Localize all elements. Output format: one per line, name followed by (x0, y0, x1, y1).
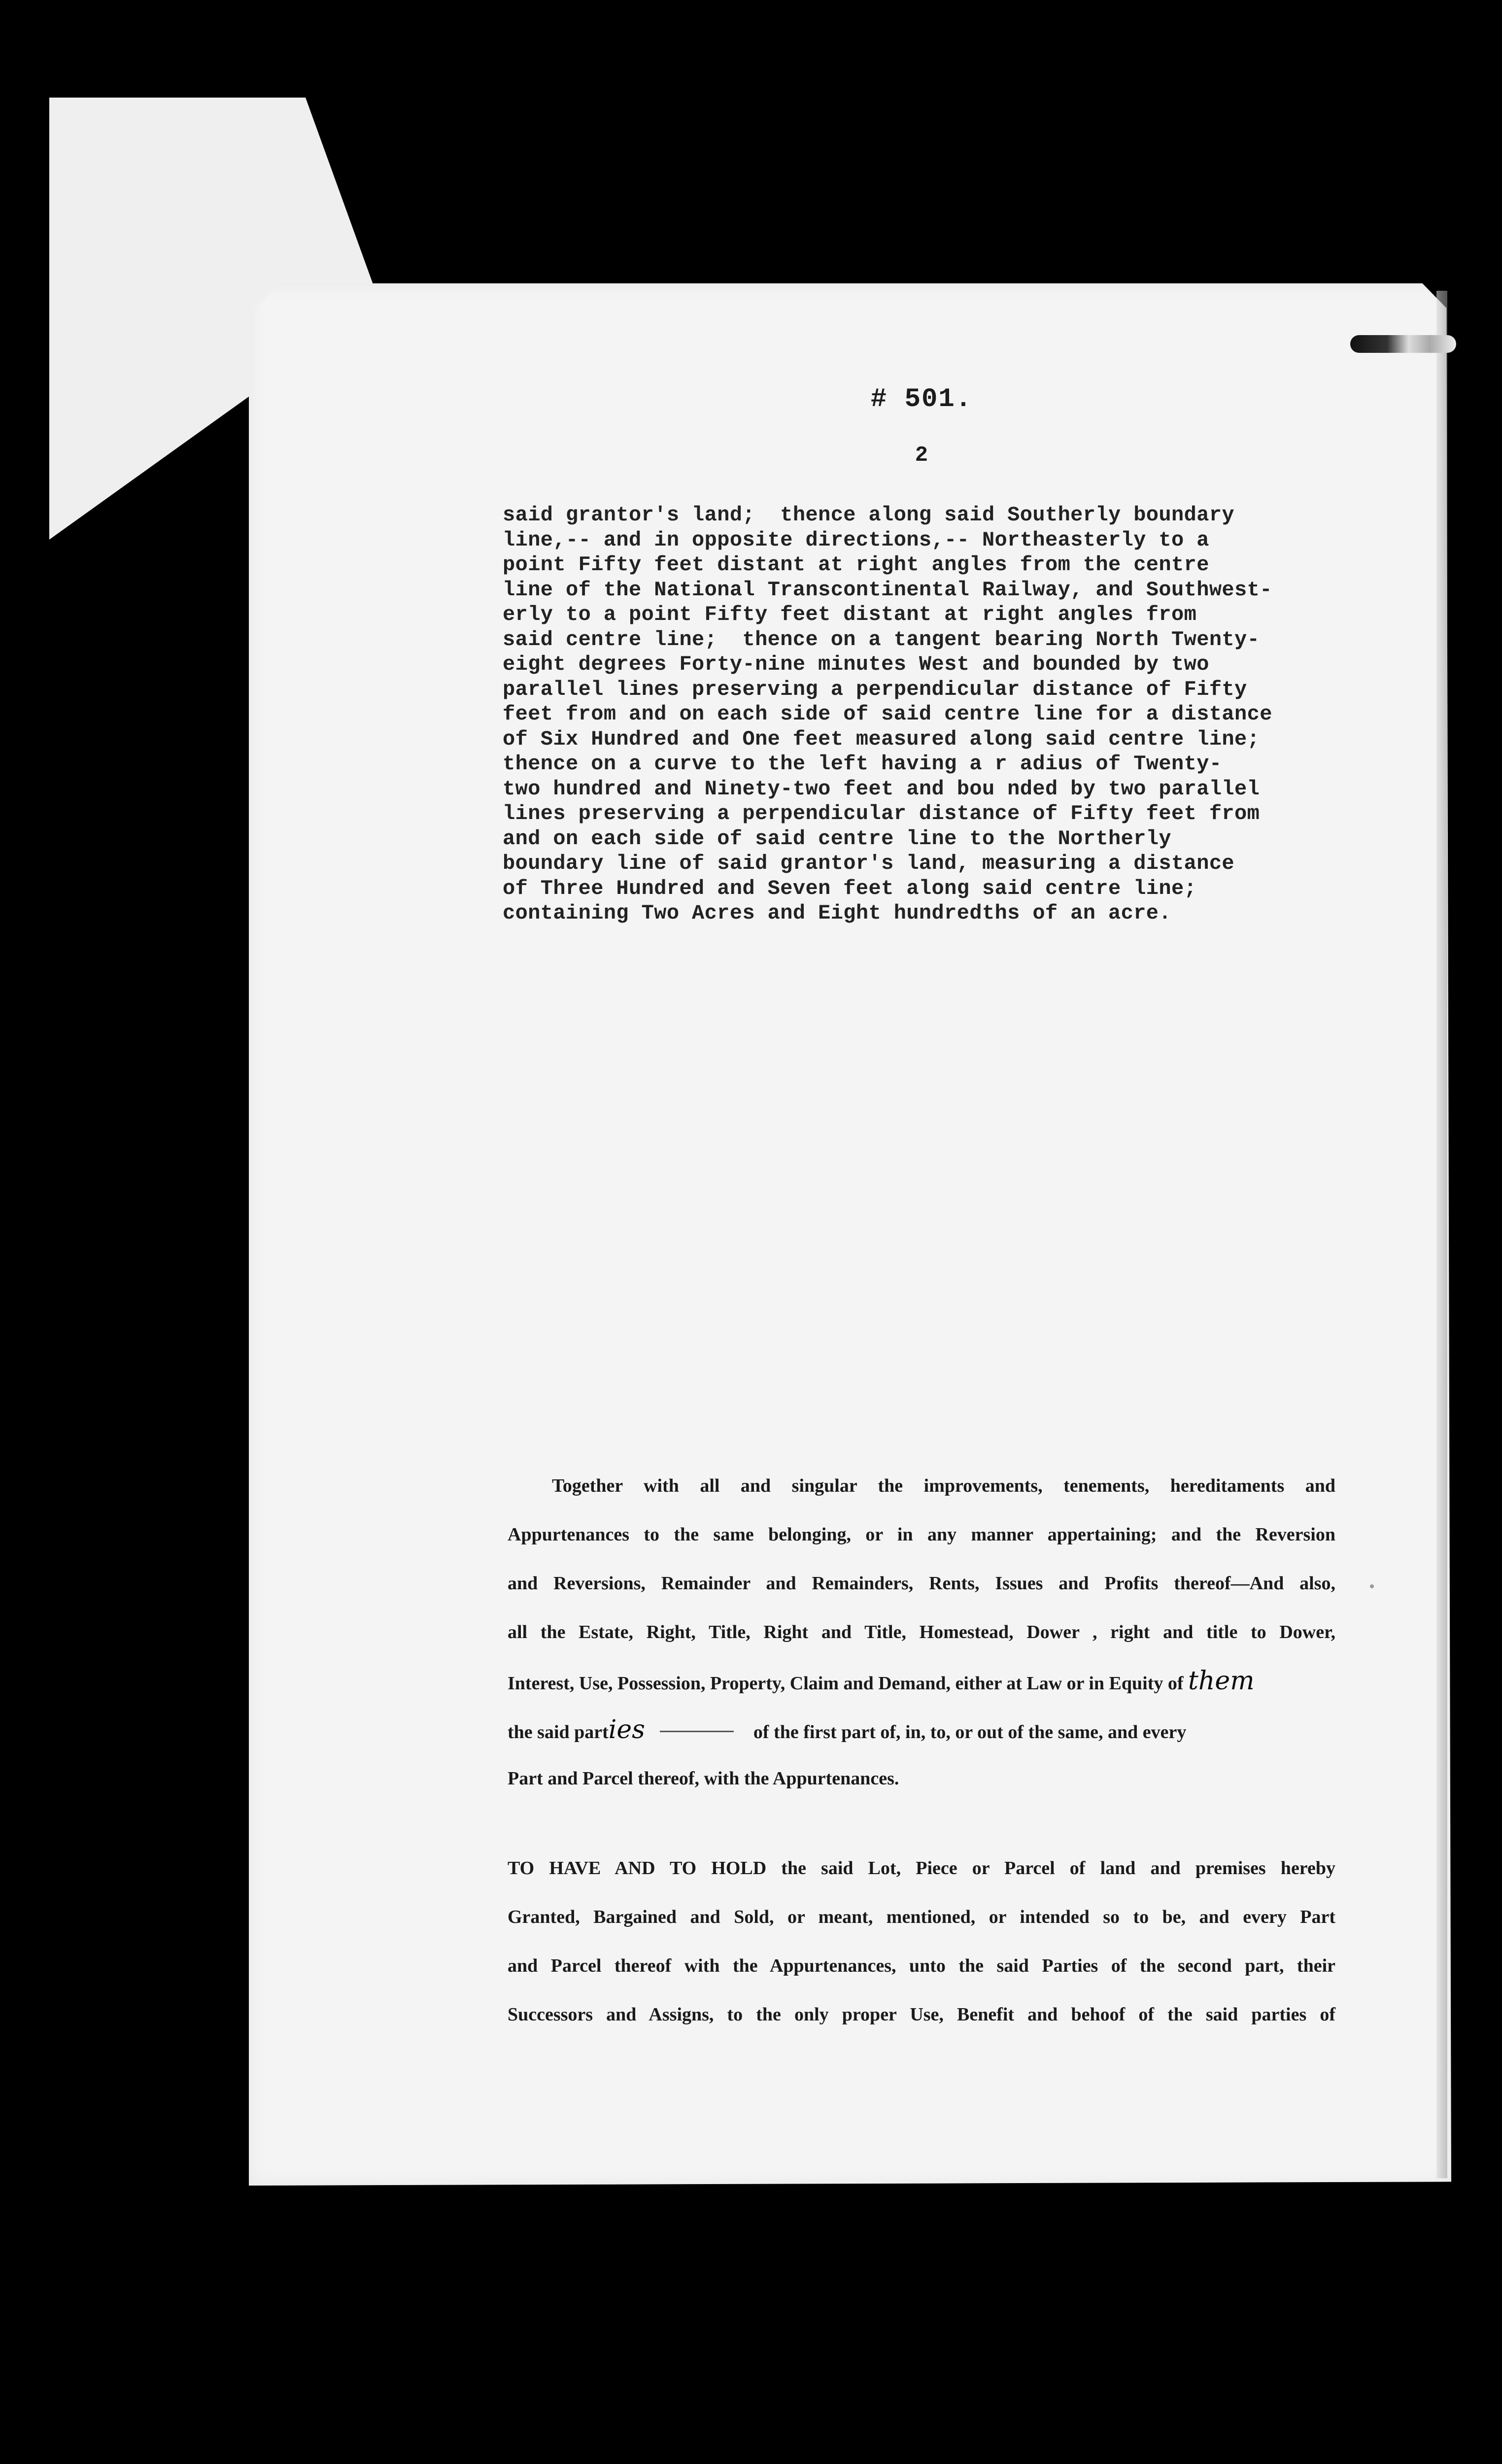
page-number: 2 (915, 443, 928, 468)
typewritten-description (503, 503, 1380, 926)
typed-line: of Six Hundred and One feet measured along said centre line; (503, 727, 1260, 751)
typed-line: and on each side of said centre line to the Northerly (503, 826, 1172, 851)
typed-line: line,-- and in opposite directions,-- Northeasterly to a (503, 528, 1209, 552)
together-clause-text: of the first part of, in, to, or out of the same, and every (753, 1722, 1187, 1743)
handwritten-them: them (1188, 1666, 1255, 1696)
together-clause-line: Part and Parcel thereof, with the Appurtenances. (508, 1768, 899, 1789)
paper-speck (1370, 1584, 1374, 1588)
habendum-clause-line: Successors and Assigns, to the only proper Use, Benefit and behoof of the said parties of (508, 2004, 1335, 2025)
typed-line: boundary line of said grantor's land, measuring a distance (503, 852, 1235, 875)
habendum-clause-line: TO HAVE AND TO HOLD the said Lot, Piece or Parcel of land and premises hereby (508, 1858, 1335, 1879)
typed-line: line of the National Transcontinental Railway, and Southwest- (503, 578, 1272, 602)
typed-line: eight degrees Forty-nine minutes West and bounded by two (503, 652, 1209, 676)
together-clause-line: all the Estate, Right, Title, Right and Title, Homestead, Dower , right and title to Dower, (508, 1622, 1335, 1643)
typed-line: erly to a point Fifty feet distant at right angles from (503, 603, 1197, 626)
typed-line: point Fifty feet distant at right angles from the centre (503, 553, 1209, 577)
handwritten-ies: ies (608, 1715, 645, 1745)
typed-line: said grantor's land; thence along said Southerly boundary (503, 503, 1235, 527)
together-clause-text: Interest, Use, Possession, Property, Claim and Demand, either at Law or in Equity of (508, 1673, 1184, 1694)
together-clause-line: and Reversions, Remainder and Remainders, Rents, Issues and Profits thereof—And also, (508, 1573, 1335, 1594)
typed-line: of Three Hundred and Seven feet along said centre line; (503, 876, 1197, 900)
typed-line: said centre line; thence on a tangent bearing North Twenty- (503, 627, 1260, 651)
typed-line: lines preserving a perpendicular distance of Fifty feet from (503, 802, 1260, 825)
typed-line: containing Two Acres and Eight hundredths of an acre. (503, 901, 1172, 925)
together-clause-line (508, 1715, 1335, 1764)
binder-clip (1350, 335, 1456, 353)
fill-in-blank (660, 1731, 734, 1732)
page-header (867, 384, 976, 468)
file-number: # 501. (870, 384, 973, 414)
printed-deed-clauses (508, 1471, 1335, 2049)
together-clause-line: Appurtenances to the same belonging, or in any manner appertaining; and the Reversion (508, 1524, 1335, 1545)
typed-line: feet from and on each side of said centre line for a distance (503, 702, 1272, 726)
page-edge-shadow (1436, 291, 1447, 2178)
together-clause-line (508, 1666, 1335, 1715)
habendum-clause-line: Granted, Bargained and Sold, or meant, mentioned, or intended so to be, and every Part (508, 1907, 1335, 1927)
typed-line: parallel lines preserving a perpendicular distance of Fifty (503, 677, 1247, 701)
habendum-clause-line: and Parcel thereof with the Appurtenances, unto the said Parties of the second part, their (508, 1955, 1335, 1976)
typed-line: two hundred and Ninety-two feet and bou nded by two parallel (503, 777, 1260, 801)
together-clause-line: Together with all and singular the improvements, tenements, hereditaments and (552, 1475, 1335, 1496)
paragraph-gap (508, 1813, 1335, 1853)
together-clause-text: the said part (508, 1722, 609, 1743)
typed-line: thence on a curve to the left having a r adius of Twenty- (503, 752, 1222, 776)
